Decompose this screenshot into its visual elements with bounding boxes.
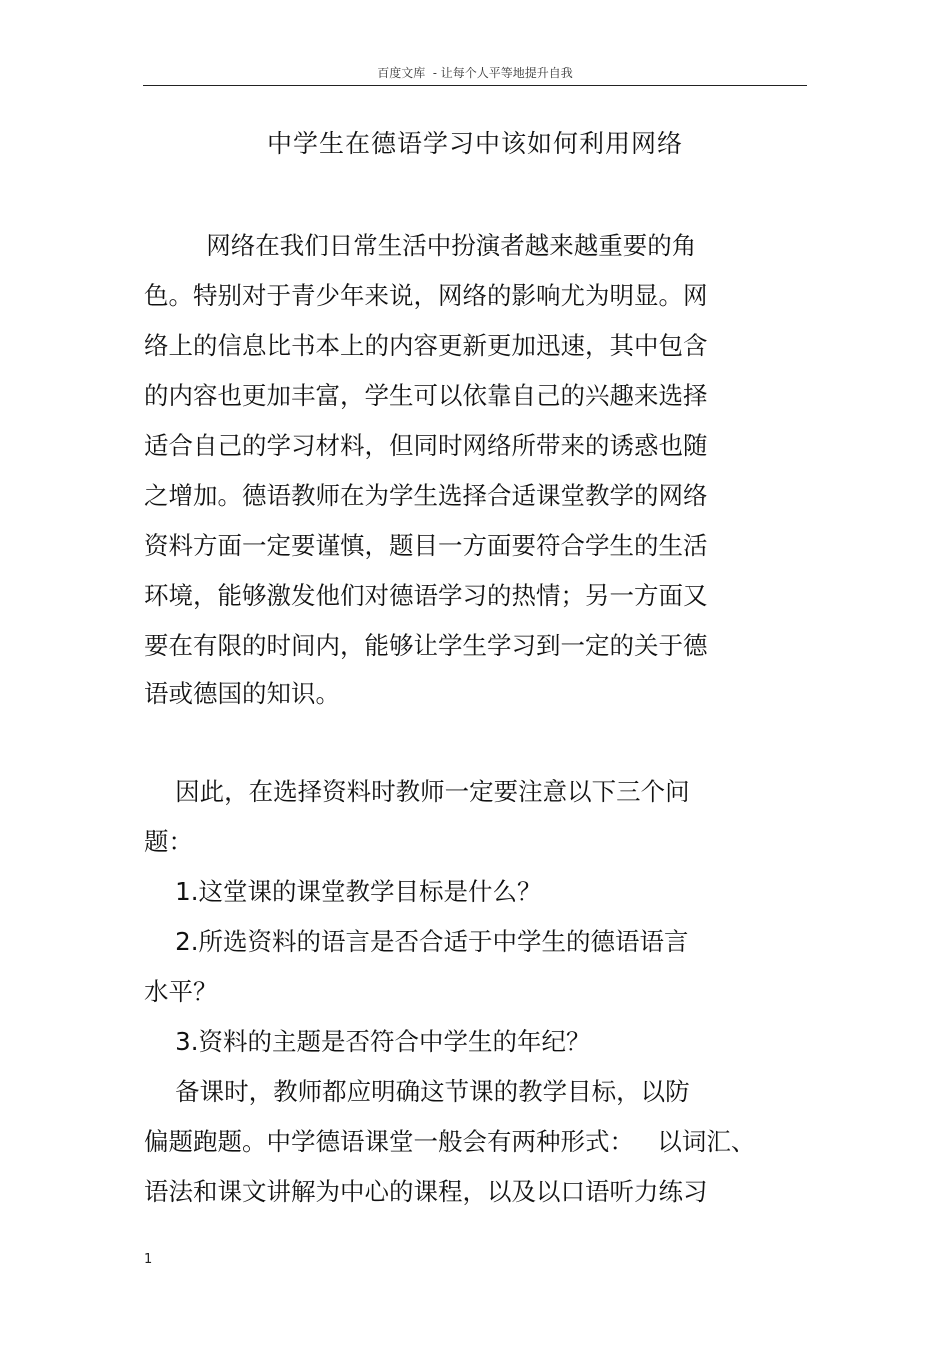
body-line: 资料方面一定要谨慎，题目一方面要符合学生的生活 (144, 531, 708, 560)
body-line: 之增加。德语教师在为学生选择合适课堂教学的网络 (144, 481, 708, 510)
question-item: 3.资料的主题是否符合中学生的年纪？ (144, 1027, 591, 1056)
body-line: 色。特别对于青少年来说，网络的影响尤为明显。网 (144, 281, 708, 310)
header-divider (143, 85, 807, 86)
body-line: 要在有限的时间内，能够让学生学习到一定的关于德 (144, 631, 708, 660)
body-line: 络上的信息比书本上的内容更新更加迅速，其中包含 (144, 331, 708, 360)
question-item: 2.所选资料的语言是否合适于中学生的德语语言 (144, 927, 689, 956)
question-item: 1.这堂课的课堂教学目标是什么？ (144, 877, 542, 906)
body-line: 环境，能够激发他们对德语学习的热情；另一方面又 (144, 581, 708, 610)
body-line: 备课时，教师都应明确这节课的教学目标，以防 (144, 1077, 690, 1106)
question-item: 水平？ (144, 977, 218, 1006)
page-number: 1 (144, 1252, 153, 1267)
body-line: 因此，在选择资料时教师一定要注意以下三个问 (144, 777, 690, 806)
body-line: 语法和课文讲解为中心的课程，以及以口语听力练习 (144, 1177, 708, 1206)
body-line: 偏题跑题。中学德语课堂一般会有两种形式： 以词汇、 (144, 1127, 756, 1156)
body-line: 网络在我们日常生活中扮演者越来越重要的角 (144, 231, 697, 260)
body-line: 语或德国的知识。 (144, 679, 340, 708)
header-text: 百度文库 - 让每个人平等地提升自我 (377, 66, 573, 80)
body-line: 题： (144, 827, 193, 856)
body-line: 适合自己的学习材料，但同时网络所带来的诱惑也随 (144, 431, 708, 460)
body-line: 的内容也更加丰富，学生可以依靠自己的兴趣来选择 (144, 381, 708, 410)
document-title: 中学生在德语学习中该如何利用网络 (266, 129, 683, 158)
